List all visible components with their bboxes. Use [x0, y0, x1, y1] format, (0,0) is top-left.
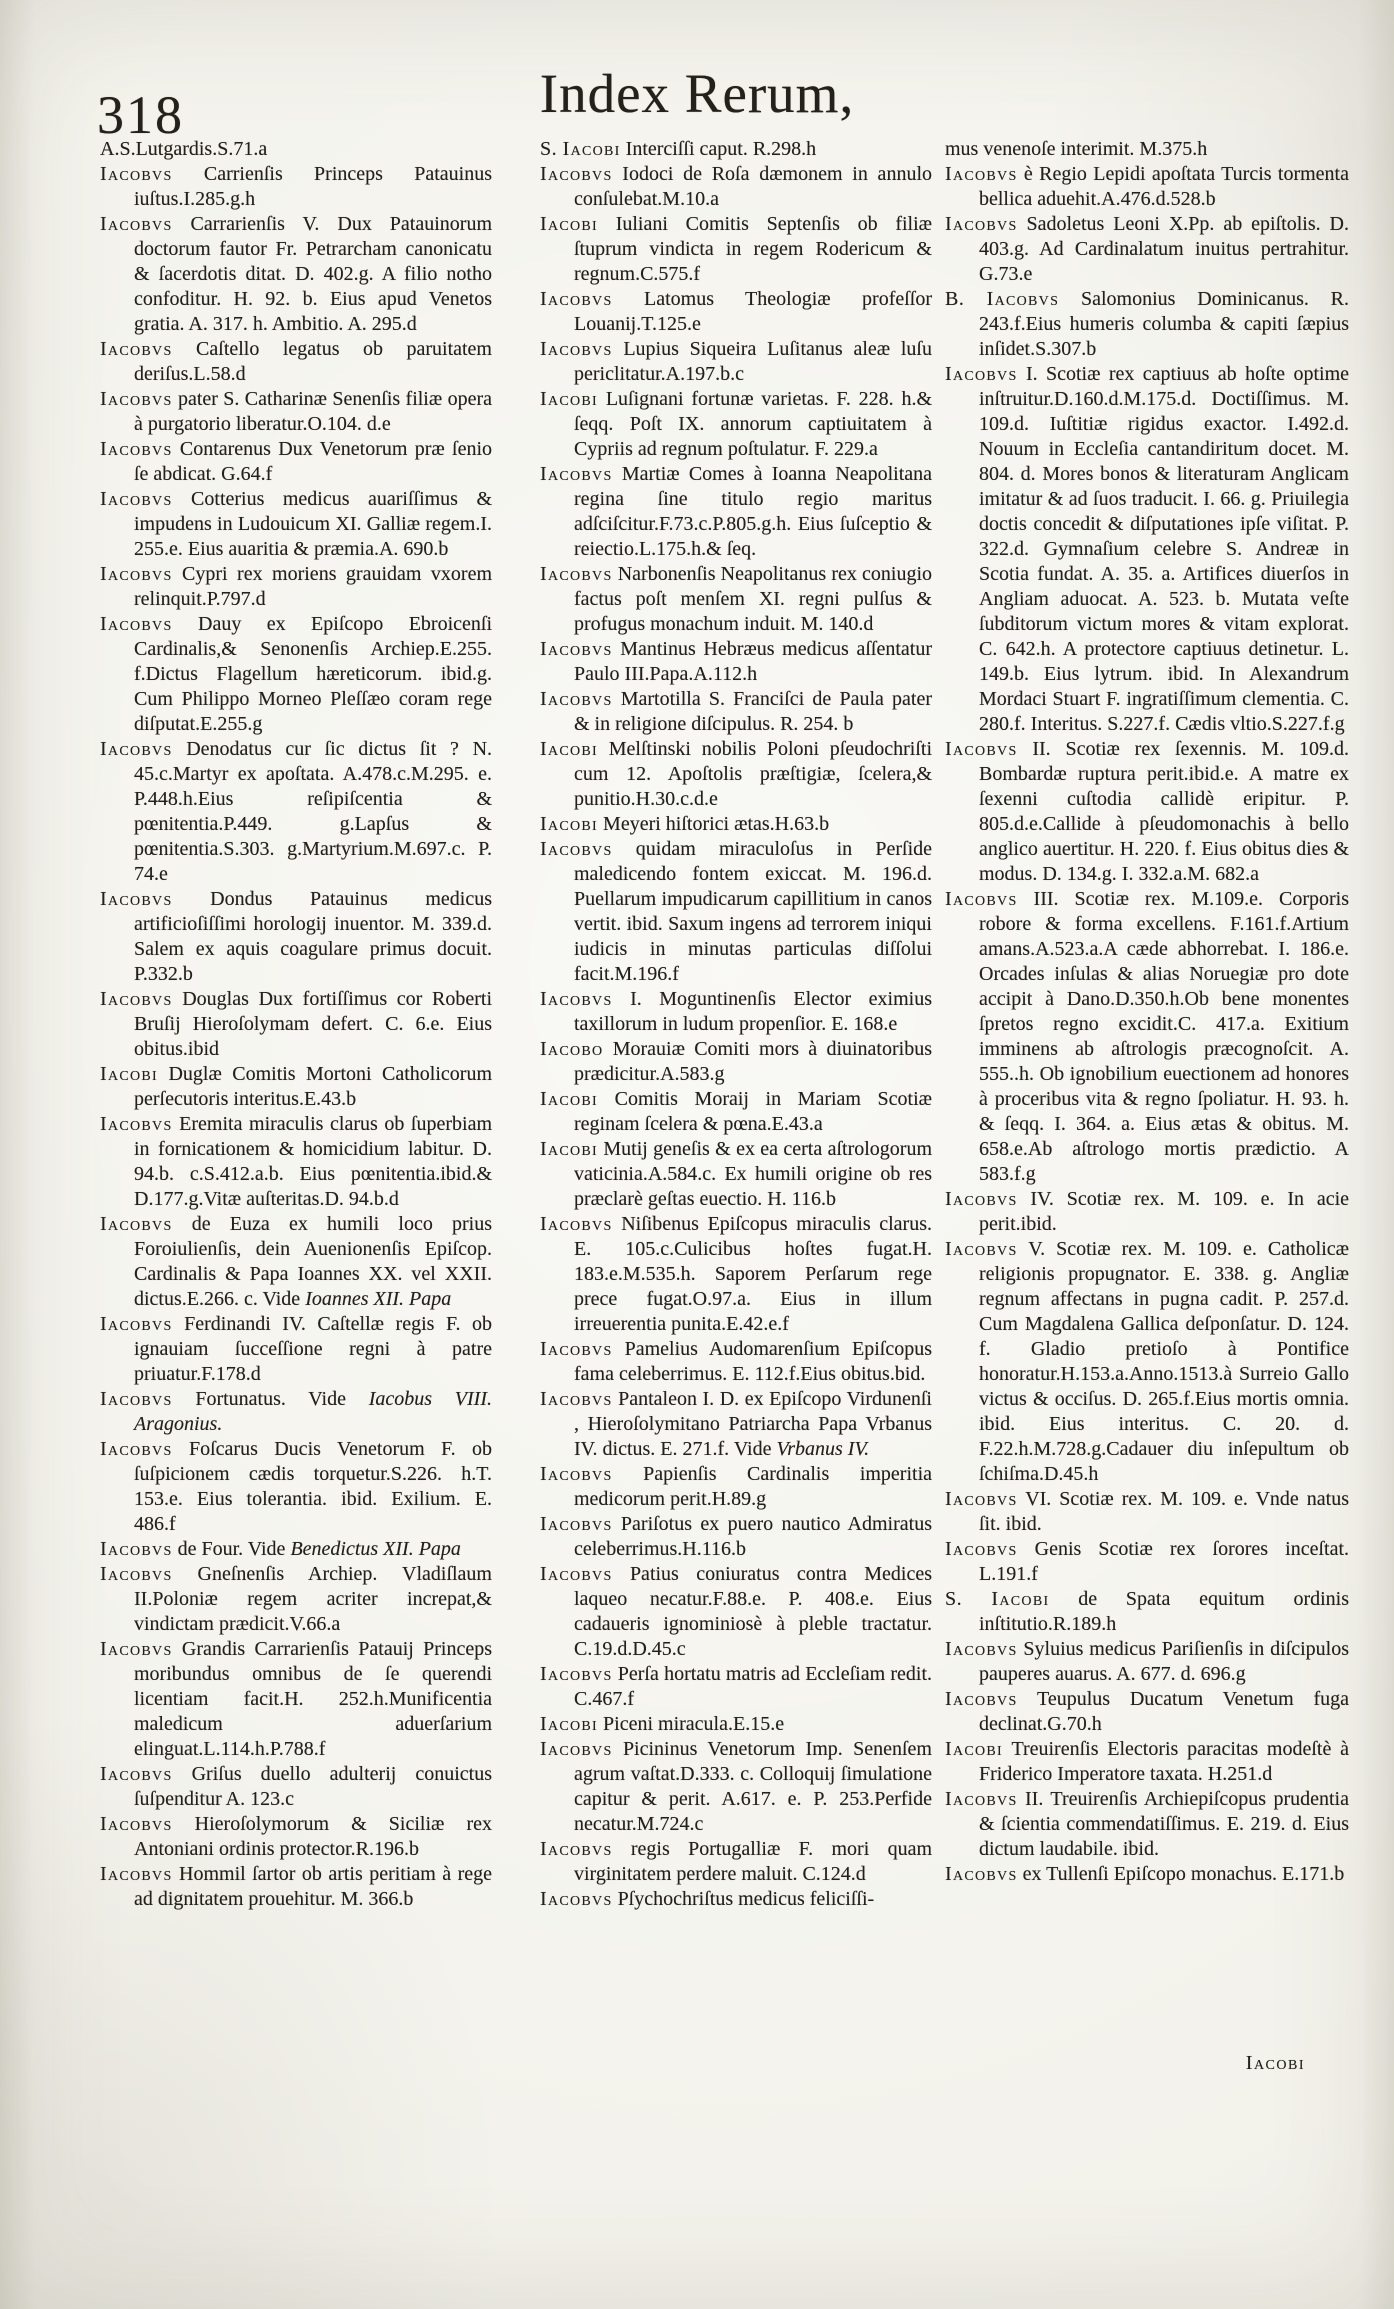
index-column-1 — [100, 137, 492, 1912]
entry-text: Patius coniuratus contra Medices laqueo necatur.F.88.e. P. 408.e. Eius cadaueris ignominiosè à pleble tractatur. C.19.d.D.45.c — [574, 1563, 932, 1660]
entry-text: Caſtello legatus ob paruitatem deriſus.L.58.d — [134, 338, 492, 385]
entry-headword: Iacobvs — [540, 1738, 613, 1760]
index-entry — [540, 1562, 932, 1662]
index-entry — [100, 1312, 492, 1387]
entry-text: Pamelius Audomarenſium Epiſcopus fama celeberrimus. E. 112.f.Eius obitus.bid. — [574, 1338, 932, 1385]
entry-text: Pantaleon I. D. ex Epiſcopo Virdunenſi , Hieroſolymitano Patriarcha Papa Vrbanus IV. dictus. E. 271.f. Vide — [574, 1388, 932, 1460]
index-entry — [945, 1237, 1349, 1487]
entry-headword: Iacobvs — [100, 388, 173, 410]
entry-text: Pſychochriſtus medicus feliciſſi- — [617, 1888, 875, 1910]
index-entry — [100, 987, 492, 1062]
entry-headword: Iacobvs — [100, 563, 173, 585]
entry-text: Griſus duello adulterij conuictus ſuſpenditur A. 123.c — [134, 1763, 493, 1810]
entry-headword: Iacobvs — [100, 1563, 173, 1585]
entry-headword: Iacobvs — [100, 1113, 173, 1135]
entry-headword: Iacobvs — [945, 888, 1018, 910]
entry-headword: Iacobi — [540, 1088, 599, 1110]
index-entry — [540, 212, 932, 287]
entry-text: Salomonius Dominicanus. R. 243.f.Eius humeris columba & capiti ſæpius inſidet.S.307.b — [979, 288, 1349, 360]
index-entry — [945, 1737, 1349, 1787]
index-entry — [100, 562, 492, 612]
entry-text: Grandis Carrarienſis Patauij Princeps moribundus omnibus de ſe querendi licentiam facit.H. 252.h.Munificentia maledicum aduerſarium elinguat.L.114.h.P.788.f — [134, 1638, 492, 1760]
index-entry — [540, 387, 932, 462]
entry-headword: Iacobvs — [540, 1213, 613, 1235]
entry-headword: Iacobvs — [100, 988, 173, 1010]
entry-text: Cotterius medicus auariſſimus & impudens in Ludouicum XI. Galliæ regem.I. 255.e. Eius auaritia & præmia.A. 690.b — [134, 488, 492, 560]
entry-text: Sadoletus Leoni X.Pp. ab epiſtolis. D. 403.g. Ad Cardinalatum inuitus pertrahitur. G.73.e — [979, 213, 1349, 285]
entry-headword: Iacobvs — [945, 163, 1018, 185]
index-entry — [540, 1137, 932, 1212]
entry-headword: Iacobvs — [540, 163, 613, 185]
index-entry — [945, 1487, 1349, 1537]
entry-headword: Iacobvs — [945, 1788, 1018, 1810]
index-entry — [540, 137, 932, 162]
index-entry — [100, 1862, 492, 1912]
entry-text: regis Portugalliæ F. mori quam virginitatem perdere maluit. C.124.d — [574, 1838, 932, 1885]
entry-headword: Iacobvs — [100, 1388, 173, 1410]
entry-headword: Iacobi — [540, 813, 599, 835]
entry-headword: Iacobvs — [540, 838, 613, 860]
entry-text: Hommil ſartor ob artis peritiam à rege ad dignitatem prouehitur. M. 366.b — [134, 1863, 492, 1910]
entry-headword: Iacobvs — [540, 1463, 613, 1485]
entry-headword: Iacobvs — [100, 738, 173, 760]
index-entry — [540, 287, 932, 337]
entry-headword: Iacobi — [540, 388, 599, 410]
entry-headword: Iacobvs — [540, 1563, 613, 1585]
entry-headword: Iacobvs — [540, 688, 613, 710]
index-entry — [540, 1837, 932, 1887]
index-entry — [100, 887, 492, 987]
entry-text: pater S. Catharinæ Senenſis filiæ opera à purgatorio liberatur.O.104. d.e — [134, 388, 492, 435]
entry-cross-reference: Benedictus XII. Papa — [290, 1538, 461, 1560]
index-entry — [945, 212, 1349, 287]
index-entry — [100, 737, 492, 887]
index-entry — [540, 637, 932, 687]
entry-headword: Iacobvs — [100, 1313, 173, 1335]
entry-text: Mantinus Hebræus medicus aſſentatur Paulo III.Papa.A.112.h — [574, 638, 933, 685]
index-entry — [540, 737, 932, 812]
entry-headword: Iacobvs — [540, 463, 613, 485]
index-entry — [540, 462, 932, 562]
entry-text: Latomus Theologiæ profeſſor Louanij.T.125.e — [574, 288, 933, 335]
index-entry — [945, 362, 1349, 737]
index-entry — [100, 337, 492, 387]
entry-headword: Iacobvs — [945, 363, 1018, 385]
index-entry — [100, 137, 492, 162]
index-entry — [945, 737, 1349, 887]
index-entry — [540, 1712, 932, 1737]
entry-prefix: S. — [945, 1588, 992, 1610]
entry-headword: Iacobvs — [945, 1538, 1018, 1560]
index-entry — [100, 487, 492, 562]
entry-text: VI. Scotiæ rex. M. 109. e. Vnde natus ſit. ibid. — [979, 1488, 1349, 1535]
entry-text: Lupius Siqueira Luſitanus aleæ luſu periclitatur.A.197.b.c — [574, 338, 932, 385]
entry-text: V. Scotiæ rex. M. 109. e. Catholicæ religionis propugnator. E. 338. g. Angliæ regnum affectans in pugna cadit. P. 257.d. Cum Magdalena Gallica deſponſatur. D. 124. f. Gladio pretioſo à Pontifice honoratur.H.153.a.Anno.1513.à Surreio Gallo victus & occiſus. D. 265.f.Eius mortis omnia. ibid. Eius interitus. C. 20. d. F.22.h.M.728.g.Cadauer diu inſepultum ob ſchiſma.D.45.h — [979, 1238, 1350, 1485]
entry-text: Narbonenſis Neapolitanus rex coniugio factus poſt menſem XI. regni pulſus & profugus monachum induit. M. 140.d — [574, 563, 932, 635]
entry-text: Contarenus Dux Venetorum præ ſenio ſe abdicat. G.64.f — [134, 438, 493, 485]
entry-text: de Four. Vide — [177, 1538, 291, 1560]
entry-text: Fortunatus. Vide — [195, 1388, 369, 1410]
index-entry — [945, 1862, 1349, 1887]
entry-text: Mutij geneſis & ex ea certa aſtrologorum vaticinia.A.584.c. Ex humili origine ob res præclarè geſtas euectio. H. 116.b — [574, 1138, 932, 1210]
entry-headword: Iacobvs — [540, 1338, 613, 1360]
entry-headword: Iacobi — [991, 1588, 1050, 1610]
entry-headword: Iacobvs — [100, 1213, 173, 1235]
index-entry — [100, 437, 492, 487]
entry-headword: Iacobvs — [100, 1863, 173, 1885]
index-entry — [540, 337, 932, 387]
entry-text: de Euza ex humili loco prius Foroiulienſis, dein Auenionenſis Epiſcop. Cardinalis & Papa Ioannes XX. vel XXII. dictus.E.266. c. Vide — [134, 1213, 493, 1310]
entry-text: Cypri rex moriens grauidam vxorem relinquit.P.797.d — [134, 563, 493, 610]
entry-text: Papienſis Cardinalis imperitia medicorum perit.H.89.g — [574, 1463, 933, 1510]
index-entry — [100, 387, 492, 437]
entry-text: I. Scotiæ rex captiuus ab hoſte optime inſtruitur.D.160.d.M.175.d. Doctiſſimus. M. 109.d. Iuſtitiæ rigidus exactor. I.492.d. Nouum in Eccleſia cantandiritum docet. M. 804. d. Mores bonos & literaturam Anglicam imitatur & ad ſuos traducit. I. 66. g. Priuilegia doctis concedit & diſputationes ipſe viſitat. P. 322.d. Gymnaſium celebre S. Andreæ in Scotia fundat. A. 35. a. Artifices diuerſos in Angliam aduocat. A. 523. b. Mutata veſte ſubditorum victum mores & vitam explorat. C. 642.h. A protectore captiuus detinetur. L. 149.b. Eius lytrum. ibid. In Alexandrum Mordaci Stuart F. ingratiſſimum clementia. C. 280.f. Interitus. S.227.f. Cædis vltio.S.227.f.g — [979, 363, 1349, 735]
entry-headword: Iacobi — [562, 138, 621, 160]
entry-headword: Iacobi — [540, 1713, 599, 1735]
entry-text: ex Tullenſi Epiſcopo monachus. E.171.b — [1022, 1863, 1345, 1885]
index-entry — [945, 1787, 1349, 1862]
entry-text: Foſcarus Ducis Venetorum F. ob ſuſpicionem cædis torquetur.S.226. h.T. 153.e. Eius tolerantia. ibid. Exilium. E. 486.f — [134, 1438, 493, 1535]
entry-headword: Iacobvs — [540, 638, 613, 660]
entry-text: Pariſotus ex puero nautico Admiratus celeberrimus.H.116.b — [574, 1513, 932, 1560]
entry-headword: Iacobvs — [100, 1638, 173, 1660]
entry-text: Teupulus Ducatum Venetum fuga declinat.G.70.h — [979, 1688, 1349, 1735]
entry-headword: Iacobvs — [540, 338, 613, 360]
entry-headword: Iacobvs — [100, 213, 173, 235]
entry-text: Duglæ Comitis Mortoni Catholicorum perſecutoris interitus.E.43.b — [134, 1063, 492, 1110]
index-entry — [540, 162, 932, 212]
entry-headword: Iacobvs — [100, 1438, 173, 1460]
entry-text: mus venenoſe interimit. M.375.h — [945, 138, 1208, 160]
entry-text: de Spata equitum ordinis inſtitutio.R.189.h — [979, 1588, 1350, 1635]
entry-text: Carrarienſis V. Dux Patauinorum doctorum fautor Fr. Petrarcham canonicatu & ſacerdotis ditat. D. 402.g. A filio notho confoditur. H. 92. b. Eius apud Venetos gratia. A. 317. h. Ambitio. A. 295.d — [134, 213, 492, 335]
entry-headword: Iacobvs — [100, 338, 173, 360]
entry-headword: Iacobvs — [540, 1663, 613, 1685]
catchword: Iacobi — [1245, 2052, 1305, 2074]
index-entry — [540, 1337, 932, 1387]
index-entry — [945, 1187, 1349, 1237]
entry-headword: Iacobvs — [540, 288, 613, 310]
entry-text: Dondus Patauinus medicus artificioſiſſimi horologij inuentor. M. 339.d. Salem ex aquis coagulare primus docuit. P.332.b — [134, 888, 492, 985]
entry-text: Eremita miraculis clarus ob ſuperbiam in fornicationem & homicidium labitur. D. 94.b. c.S.412.a.b. Eius pœnitentia.ibid.& D.177.g.Vitæ auſteritas.D. 94.b.d — [134, 1113, 493, 1210]
index-entry — [100, 1212, 492, 1312]
entry-headword: Iacobvs — [945, 1688, 1018, 1710]
entry-headword: Iacobvs — [945, 1238, 1018, 1260]
index-entry — [540, 1462, 932, 1512]
entry-text: Picininus Venetorum Imp. Senenſem agrum vaſtat.D.333. c. Colloquij ſimulatione capitur & perit. A.617. e. P. 253.Perfide necatur.M.724.c — [574, 1738, 932, 1835]
index-entry — [945, 1587, 1349, 1637]
index-entry — [540, 1387, 932, 1462]
entry-text: IV. Scotiæ rex. M. 109. e. In acie perit.ibid. — [979, 1188, 1350, 1235]
entry-headword: Iacobvs — [100, 163, 173, 185]
index-entry — [100, 1562, 492, 1637]
entry-headword: Iacobvs — [540, 1838, 613, 1860]
entry-headword: Iacobvs — [986, 288, 1060, 310]
entry-headword: Iacobvs — [945, 1863, 1018, 1885]
index-entry — [100, 1762, 492, 1812]
entry-headword: Iacobvs — [540, 1513, 613, 1535]
entry-text: Denodatus cur ſic dictus ſit ? N. 45.c.Martyr ex apoſtata. A.478.c.M.295. e. P.448.h.Eius reſipiſcentia & pœnitentia.P.449. g.Lapſus & pœnitentia.S.303. g.Martyrium.M.697.c. P. 74.e — [134, 738, 493, 885]
entry-text: Ferdinandi IV. Caſtellæ regis F. ob ignauiam ſucceſſione regni à patre priuatur.F.178.d — [134, 1313, 493, 1385]
index-entry — [540, 1737, 932, 1837]
entry-headword: Iacobi — [540, 213, 599, 235]
entry-text: A.S.Lutgardis.S.71.a — [100, 138, 268, 160]
index-entry — [540, 837, 932, 987]
index-entry — [540, 987, 932, 1037]
entry-text: Iuliani Comitis Septenſis ob filiæ ſtuprum vindicta in regem Rodericum & regnum.C.575.f — [574, 213, 933, 285]
index-entry — [945, 162, 1349, 212]
entry-text: Melſtinski nobilis Poloni pſeudochriſti cum 12. Apoſtolis præſtigiæ, ſcelera,& punitio.H.30.c.d.e — [574, 738, 932, 810]
entry-text: Piceni miracula.E.15.e — [603, 1713, 785, 1735]
entry-text: Comitis Moraij in Mariam Scotiæ reginam ſcelera & pœna.E.43.a — [574, 1088, 933, 1135]
index-entry — [945, 887, 1349, 1187]
index-entry — [945, 1537, 1349, 1587]
index-column-2 — [540, 137, 932, 1912]
entry-headword: Iacobvs — [100, 1538, 173, 1560]
entry-text: Martiæ Comes à Ioanna Neapolitana regina ſine titulo regio maritus adſciſcitur.F.73.c.P.805.g.h. Eius ſuſceptio & reiectio.L.175.h.& ſeq. — [574, 463, 933, 560]
entry-text: Luſignani fortunæ varietas. F. 228. h.& ſeqq. Poſt IX. annorum captiuitatem à Cypriis ad regnum poſtulatur. F. 229.a — [574, 388, 933, 460]
entry-headword: Iacobvs — [100, 438, 173, 460]
entry-text: Morauiæ Comiti mors à diuinatoribus prædicitur.A.583.g — [574, 1038, 932, 1085]
entry-text: Iodoci de Roſa dæmonem in annulo conſulebat.M.10.a — [574, 163, 932, 210]
entry-headword: Iacobvs — [540, 563, 613, 585]
entry-text: Syluius medicus Pariſienſis in diſcipulos pauperes auarus. A. 677. d. 696.g — [979, 1638, 1349, 1685]
index-entry — [100, 1812, 492, 1862]
index-entry — [945, 287, 1349, 362]
index-entry — [100, 612, 492, 737]
index-entry — [540, 1887, 932, 1912]
index-entry — [945, 1687, 1349, 1737]
index-entry — [945, 137, 1349, 162]
entry-headword: Iacobvs — [100, 1763, 173, 1785]
page-title: Index Rerum, — [539, 63, 855, 124]
index-entry — [100, 1537, 492, 1562]
entry-headword: Iacobvs — [100, 488, 173, 510]
index-entry — [540, 1037, 932, 1087]
index-entry — [540, 562, 932, 637]
index-entry — [100, 1437, 492, 1537]
entry-text: è Regio Lepidi apoſtata Turcis tormenta bellica aduehit.A.476.d.528.b — [979, 163, 1349, 210]
index-entry — [540, 1087, 932, 1137]
entry-text: I. Moguntinenſis Elector eximius taxillorum in ludum propenſior. E. 168.e — [574, 988, 933, 1035]
entry-headword: Iacobo — [540, 1038, 604, 1060]
index-entry — [100, 1387, 492, 1437]
entry-text: Perſa hortatu matris ad Eccleſiam redit. C.467.f — [574, 1663, 932, 1710]
entry-headword: Iacobvs — [100, 1813, 173, 1835]
entry-text: II. Treuirenſis Archiepiſcopus prudentia & ſcientia commendatiſſimus. E. 219. d. Eius dictum laudabile. ibid. — [979, 1788, 1349, 1860]
index-entry — [540, 1212, 932, 1337]
entry-headword: Iacobi — [540, 1138, 599, 1160]
entry-text: III. Scotiæ rex. M.109.e. Corporis robore & forma excellens. F.161.f.Artium amans.A.523.a.A cæde abhorrebat. I. 186.e. Orcades inſulas & alias Noruegiæ pro dote accipit à Dano.D.350.h.Ob bene monentes ſpretos regno excidit.C. 417.a. Exitium imminens ab aſtrologis præcognoſcit. A. 555..h. Ob ignobilium euectionem ad honores à proceribus vita & regno ſpoliatur. H. 93. h. & ſeqq. I. 364. a. Eius ætas & obitus. M. 658.e.Ab aſtrologo mortis prædictio. A 583.f.g — [979, 888, 1349, 1185]
entry-cross-reference: Vrbanus IV. — [776, 1438, 870, 1460]
page-number: 318 — [97, 85, 184, 145]
entry-headword: Iacobvs — [945, 1638, 1018, 1660]
index-entry — [100, 1112, 492, 1212]
index-entry — [540, 1512, 932, 1562]
entry-text: Douglas Dux fortiſſimus cor Roberti Bruſij Hieroſolymam defert. C. 6.e. Eius obitus.ibid — [134, 988, 492, 1060]
entry-text: quidam miraculoſus in Perſide maledicendo fontem exiccat. M. 196.d. Puellarum impudicarum capillitium in canos vertit. ibid. Saxum ingens ad terrorem iniqui iudicis in minutas particulas diſſolui facit.M.196.f — [574, 838, 932, 985]
entry-headword: Iacobvs — [100, 613, 173, 635]
entry-text: Treuirenſis Electoris paracitas modeſtè à Friderico Imperatore taxata. H.251.d — [979, 1738, 1349, 1785]
index-entry — [100, 162, 492, 212]
entry-prefix: B. — [945, 288, 987, 310]
entry-headword: Iacobi — [945, 1738, 1004, 1760]
entry-text: Martotilla S. Franciſci de Paula pater & in religione diſcipulus. R. 254. b — [574, 688, 933, 735]
entry-text: Meyeri hiſtorici ætas.H.63.b — [603, 813, 830, 835]
entry-prefix: S. — [540, 138, 563, 160]
index-entry — [540, 1662, 932, 1712]
index-entry — [100, 1062, 492, 1112]
index-entry — [100, 1637, 492, 1762]
entry-text: Carrienſis Princeps Patauinus iuſtus.I.285.g.h — [134, 163, 492, 210]
entry-text: Niſibenus Epiſcopus miraculis clarus. E. 105.c.Culicibus hoſtes fugat.H. 183.e.M.535.h. Saporem Perſarum rege prece fugat.O.97.a. Eius in illum irreuerentia punita.E.42.e.f — [574, 1213, 932, 1335]
entry-text: II. Scotiæ rex ſexennis. M. 109.d. Bombardæ ruptura perit.ibid.e. A matre ex ſexenni cuſtodia callidè eripitur. P. 805.d.e.Callide à pſeudomonachis à bello anglico auertitur. H. 220. f. Eius obitus dies & modus. D. 134.g. I. 332.a.M. 682.a — [979, 738, 1349, 885]
index-entry — [540, 812, 932, 837]
index-entry — [100, 212, 492, 337]
entry-text: Genis Scotiæ rex ſorores inceſtat. L.191.f — [979, 1538, 1349, 1585]
entry-headword: Iacobvs — [540, 988, 613, 1010]
entry-text: Hieroſolymorum & Siciliæ rex Antoniani ordinis protector.R.196.b — [134, 1813, 492, 1860]
entry-headword: Iacobvs — [540, 1388, 613, 1410]
index-entry — [540, 687, 932, 737]
entry-headword: Iacobi — [100, 1063, 159, 1085]
entry-text: Dauy ex Epiſcopo Ebroicenſi Cardinalis,& Senonenſis Archiep.E.255. f.Dictus Flagellum hæreticorum. ibid.g. Cum Philippo Morneo Pleſſæo coram rege diſputat.E.255.g — [134, 613, 492, 735]
entry-headword: Iacobvs — [100, 888, 173, 910]
index-entry — [945, 1637, 1349, 1687]
entry-text: Interciſſi caput. R.298.h — [625, 138, 817, 160]
entry-headword: Iacobvs — [945, 213, 1018, 235]
entry-headword: Iacobvs — [945, 1188, 1018, 1210]
entry-cross-reference: Ioannes XII. Papa — [305, 1288, 452, 1310]
entry-text: Gneſnenſis Archiep. Vladiſlaum II.Poloniæ regem acriter increpat,& vindictam prædicit.V.66.a — [134, 1563, 492, 1635]
entry-headword: Iacobvs — [945, 738, 1018, 760]
entry-headword: Iacobvs — [945, 1488, 1018, 1510]
entry-headword: Iacobi — [540, 738, 599, 760]
entry-headword: Iacobvs — [540, 1888, 613, 1910]
entry-cross-reference: Iacobus VIII. Aragonius. — [134, 1388, 492, 1435]
index-column-3 — [945, 137, 1349, 1887]
